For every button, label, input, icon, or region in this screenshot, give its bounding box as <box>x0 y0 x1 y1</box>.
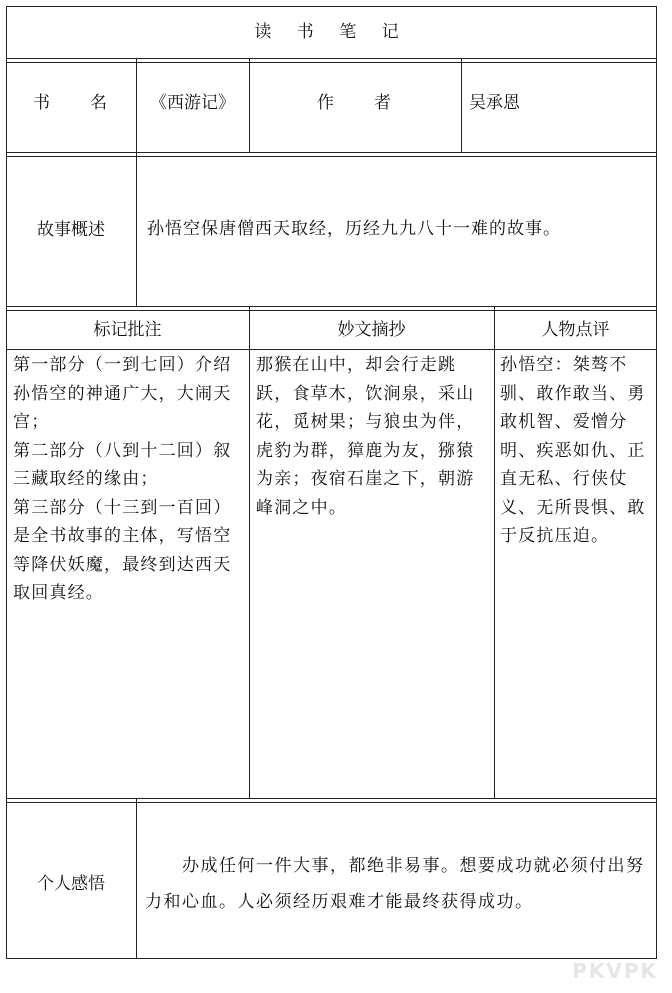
divider <box>461 58 462 152</box>
divider <box>6 62 657 63</box>
reflection-label: 个人感悟 <box>37 874 105 894</box>
divider <box>6 310 657 311</box>
divider <box>136 152 137 306</box>
summary-label: 故事概述 <box>37 220 105 240</box>
reading-notes-sheet <box>6 6 657 959</box>
character-text: 孙悟空：桀骜不驯、敢作敢当、勇敢机智、爱憎分明、疾恶如仇、正直无私、行侠仗义、无所畏惧、敢于反抗压迫。 <box>500 355 646 546</box>
divider <box>6 58 657 59</box>
reflection-text: 办成任何一件大事，都绝非易事。想要成功就必须付出努力和心血。人必须经历艰难才能最终获得成功。 <box>145 856 645 912</box>
book-name-label: 书 名 <box>33 93 109 113</box>
book-name-value: 《西游记》 <box>150 93 235 113</box>
summary-text: 孙悟空保唐僧西天取经，历经九九八十一难的故事。 <box>147 219 561 239</box>
divider <box>6 798 657 799</box>
divider <box>6 306 657 307</box>
divider <box>6 802 657 803</box>
divider <box>6 152 657 153</box>
notes-header-annotation: 标记批注 <box>93 320 162 340</box>
author-label: 作 者 <box>317 93 393 113</box>
watermark: PKVPK <box>572 959 658 983</box>
divider <box>136 798 137 959</box>
excerpt-text: 那猴在山中，却会行走跳跃，食草木，饮涧泉，采山花，觅树果；与狼虫为伴，虎豹为群，獐鹿为友，猕猿为亲；夜宿石崖之下，朝游峰洞之中。 <box>256 355 475 518</box>
annotation-text: 第一部分（一到七回）介绍孙悟空的神通广大，大闹天宫； 第二部分（八到十二回）叙三藏取经的缘由； 第三部分（十三到一百回）是全书故事的主体，写悟空等降伏妖魔，最终到达西天取回真经。 <box>13 355 232 603</box>
notes-header-excerpt: 妙文摘抄 <box>337 320 406 340</box>
notes-header-character: 人物点评 <box>541 320 610 340</box>
author-value: 吴承恩 <box>469 93 520 113</box>
page-title: 读 书 笔 记 <box>254 22 409 42</box>
divider <box>249 306 250 798</box>
divider <box>6 349 657 350</box>
divider <box>6 156 657 157</box>
divider <box>494 306 495 798</box>
